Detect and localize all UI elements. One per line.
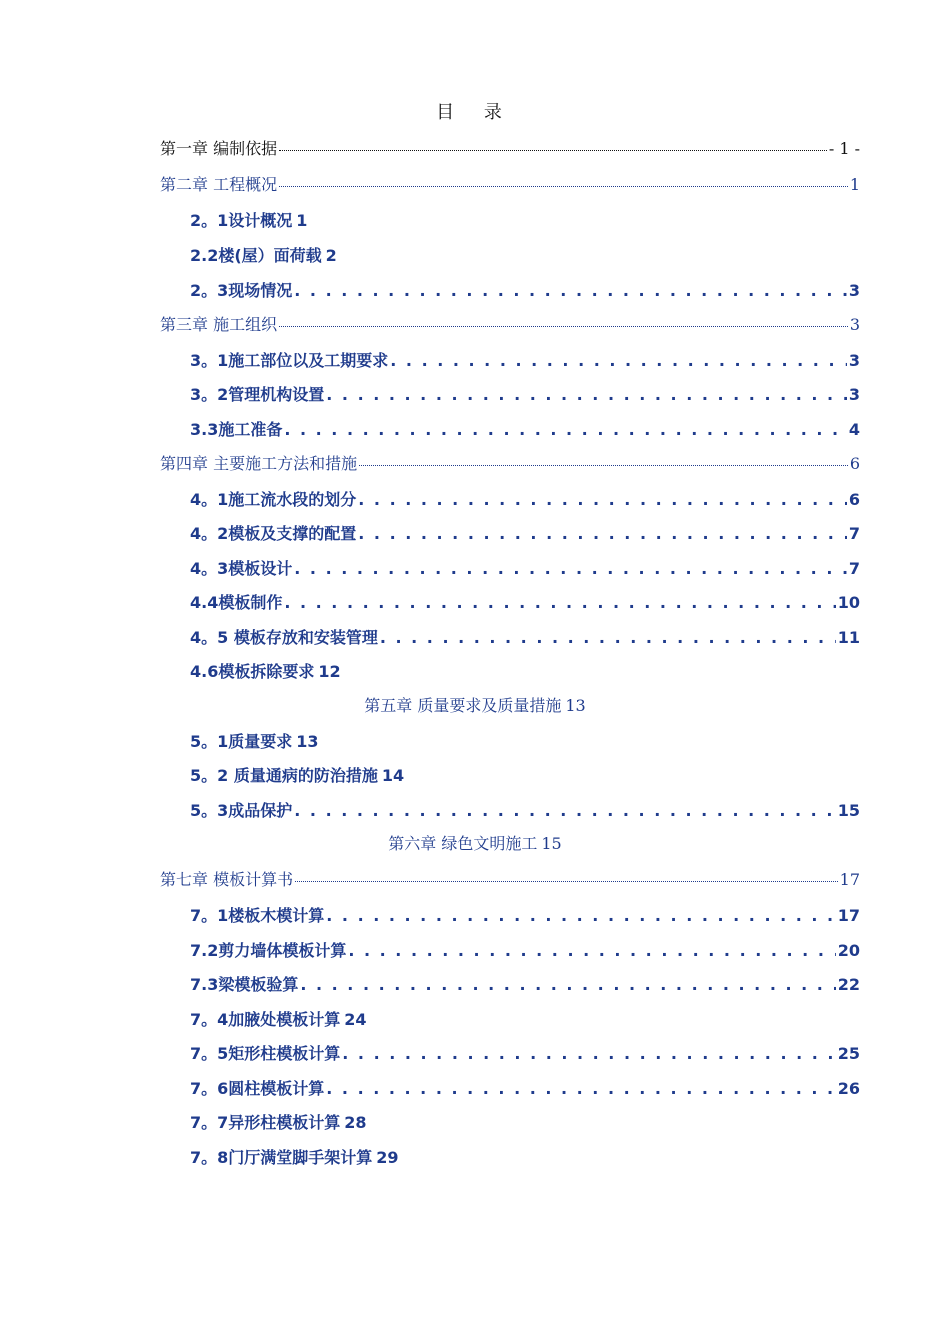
toc-entry-section[interactable] (190, 382, 860, 405)
toc-entry-page: 10 (837, 593, 860, 612)
toc-title: 目 录 (436, 102, 514, 123)
dot-leader (326, 385, 847, 404)
toc-entry-chapter[interactable] (0, 693, 950, 716)
dot-leader (358, 524, 847, 543)
toc-entry-text: 3。2管理机构设置 (190, 385, 325, 404)
toc-entry-section[interactable] (190, 556, 860, 579)
toc-entry-section[interactable] (190, 521, 860, 544)
toc-entry-text: 2.2楼(屋）面荷载 (190, 246, 322, 265)
toc-entry-text: 第一章 编制依据 (160, 139, 278, 158)
toc-entry-page: 2 (325, 246, 337, 265)
toc-entry-text: 7。4加腋处模板计算 (190, 1010, 341, 1029)
dot-leader (294, 281, 847, 300)
toc-entry-section[interactable] (190, 938, 860, 961)
toc-entry-text: 4。5 模板存放和安装管理 (190, 628, 378, 647)
toc-entry-text: 4.6模板拆除要求 (190, 662, 315, 681)
toc-entry-page: 15 (837, 801, 860, 820)
toc-entry-page: 7 (848, 559, 860, 578)
toc-entry-page: 3 (848, 281, 860, 300)
toc-entry-page: 7 (848, 524, 860, 543)
dot-leader (380, 628, 836, 647)
toc-entry-page: 13 (565, 696, 586, 715)
toc-entry-text: 7.2剪力墙体模板计算 (190, 941, 347, 960)
toc-entry-text: 第二章 工程概况 (160, 175, 278, 194)
toc-entry-page: - 1 - (828, 139, 860, 158)
toc-entry-section[interactable] (190, 798, 860, 821)
dot-leader (359, 465, 848, 466)
toc-entry-page: 3 (848, 351, 860, 370)
toc-entry-text: 5。3成品保护 (190, 801, 293, 820)
toc-entry-page: 17 (839, 870, 860, 889)
toc-entry-section[interactable] (190, 1110, 860, 1133)
dot-leader (295, 881, 838, 882)
toc-entry-section[interactable] (190, 972, 860, 995)
dot-leader (294, 559, 847, 578)
toc-entry-chapter[interactable] (0, 831, 950, 854)
toc-entry-page: 25 (837, 1044, 860, 1063)
toc-entry-chapter[interactable] (160, 867, 860, 890)
toc-entry-section[interactable] (190, 590, 860, 613)
toc-entry-text: 4。2模板及支撑的配置 (190, 524, 357, 543)
toc-entry-page: 26 (837, 1079, 860, 1098)
toc-entry-section[interactable] (190, 208, 860, 231)
toc-entry-text: 第六章 绿色文明施工 (388, 834, 538, 853)
dot-leader (279, 326, 848, 327)
toc-entry-chapter[interactable] (160, 312, 860, 335)
dot-leader (284, 593, 835, 612)
dot-leader (284, 420, 847, 439)
toc-entry-page: 6 (848, 490, 860, 509)
toc-entry-section[interactable] (190, 348, 860, 371)
toc-entry-page: 3 (848, 385, 860, 404)
toc-entry-section[interactable] (190, 625, 860, 648)
toc-entry-page: 17 (837, 906, 860, 925)
toc-entry-page: 22 (837, 975, 860, 994)
toc-entry-chapter[interactable] (160, 172, 860, 195)
toc-entry-page: 1 (849, 175, 860, 194)
toc-entry-page: 28 (344, 1113, 367, 1132)
toc-entry-text: 7。8门厅满堂脚手架计算 (190, 1148, 373, 1167)
toc-entry-text: 3。1施工部位以及工期要求 (190, 351, 389, 370)
toc-entry-text: 7。6圆柱模板计算 (190, 1079, 325, 1098)
toc-entry-text: 第五章 质量要求及质量措施 (364, 696, 562, 715)
toc-entry-section[interactable] (190, 1041, 860, 1064)
toc-entry-page: 29 (376, 1148, 399, 1167)
toc-entry-text: 第七章 模板计算书 (160, 870, 294, 889)
toc-entry-text: 第三章 施工组织 (160, 315, 278, 334)
toc-entry-page: 6 (849, 454, 860, 473)
toc-entry-text: 7。5矩形柱模板计算 (190, 1044, 341, 1063)
toc-entry-section[interactable] (190, 903, 860, 926)
toc-entry-text: 5。2 质量通病的防治措施 (190, 766, 378, 785)
toc-entry-section[interactable] (190, 1076, 860, 1099)
toc-entry-section[interactable] (190, 278, 860, 301)
dot-leader (348, 941, 835, 960)
toc-entry-text: 7。7异形柱模板计算 (190, 1113, 341, 1132)
toc-entry-text: 第四章 主要施工方法和措施 (160, 454, 358, 473)
toc-entry-chapter[interactable] (160, 451, 860, 474)
toc-entry-text: 2。1设计概况 (190, 211, 293, 230)
toc-entry-section[interactable] (190, 729, 860, 752)
toc-entry-section[interactable] (190, 659, 860, 682)
toc-entry-page: 24 (344, 1010, 367, 1029)
toc-entry-chapter[interactable] (160, 136, 860, 159)
toc-entry-page: 20 (837, 941, 860, 960)
dot-leader (326, 906, 835, 925)
toc-entry-page: 1 (296, 211, 308, 230)
dot-leader (342, 1044, 835, 1063)
toc-entry-section[interactable] (190, 1145, 860, 1168)
toc-entry-text: 7。1楼板木模计算 (190, 906, 325, 925)
toc-entry-page: 4 (848, 420, 860, 439)
toc-entry-section[interactable] (190, 763, 860, 786)
toc-entry-page: 11 (837, 628, 860, 647)
dot-leader (279, 186, 848, 187)
toc-entry-page: 12 (318, 662, 341, 681)
toc-entry-text: 2。3现场情况 (190, 281, 293, 300)
toc-entry-text: 5。1质量要求 (190, 732, 293, 751)
dot-leader (279, 150, 827, 151)
toc-entry-page: 15 (541, 834, 562, 853)
toc-entry-section[interactable] (190, 417, 860, 440)
dot-leader (358, 490, 847, 509)
dot-leader (390, 351, 847, 370)
toc-entry-section[interactable] (190, 487, 860, 510)
toc-entry-page: 13 (296, 732, 319, 751)
toc-entry-text: 4。3模板设计 (190, 559, 293, 578)
toc-entry-text: 4。1施工流水段的划分 (190, 490, 357, 509)
toc-entry-text: 4.4模板制作 (190, 593, 283, 612)
toc-entry-text: 7.3梁模板验算 (190, 975, 299, 994)
toc-entry-section[interactable] (190, 1007, 860, 1030)
dot-leader (326, 1079, 835, 1098)
toc-entry-page: 14 (381, 766, 405, 785)
dot-leader (294, 801, 835, 820)
toc-entry-text: 3.3施工准备 (190, 420, 283, 439)
toc-entry-section[interactable] (190, 243, 860, 266)
toc-entry-page: 3 (849, 315, 860, 334)
dot-leader (300, 975, 835, 994)
